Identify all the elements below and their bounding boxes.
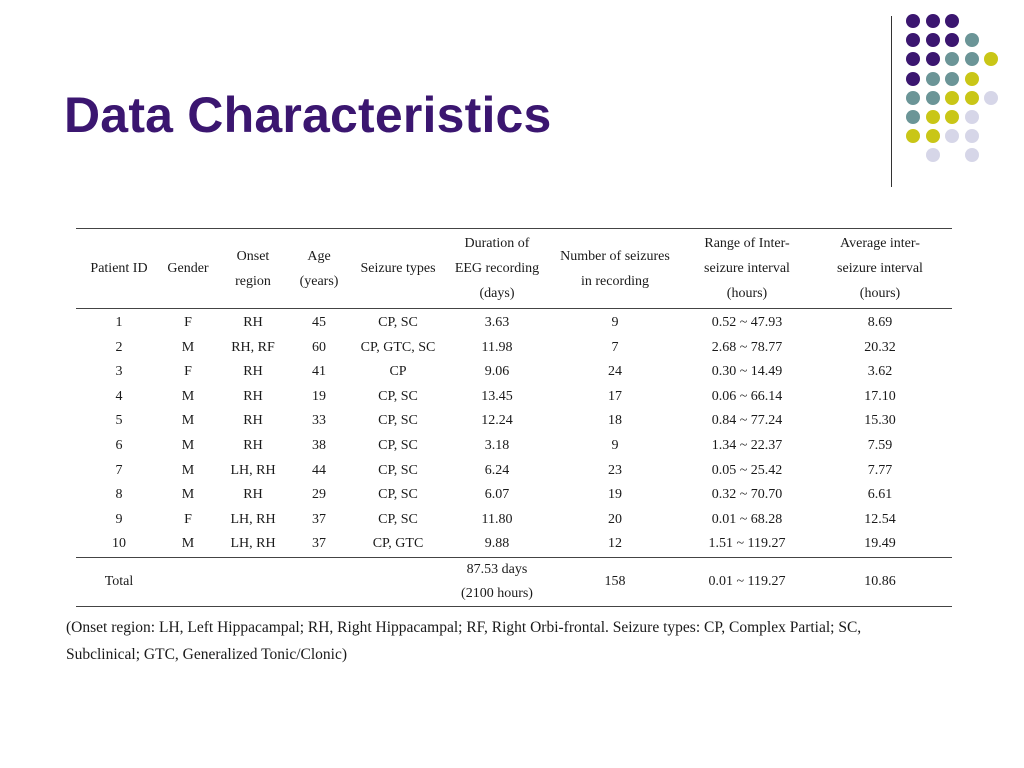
column-header-line: in recording bbox=[580, 273, 650, 289]
table-cell: 44 bbox=[312, 462, 326, 478]
table-row bbox=[76, 360, 952, 385]
decorative-dot bbox=[945, 33, 959, 47]
table-cell: CP, SC bbox=[378, 437, 418, 453]
table-row bbox=[76, 409, 952, 434]
table-row bbox=[76, 385, 952, 410]
table-cell: M bbox=[181, 462, 195, 478]
table-cell: 19.49 bbox=[864, 536, 896, 552]
table-row bbox=[76, 508, 952, 533]
table-cell: 3 bbox=[115, 364, 123, 380]
table-cell: 18 bbox=[608, 413, 622, 429]
table-cell: 33 bbox=[312, 413, 326, 429]
decorative-dot bbox=[926, 14, 940, 28]
table-cell: CP, SC bbox=[378, 462, 418, 478]
table-cell: F bbox=[184, 315, 192, 330]
column-header bbox=[292, 229, 346, 309]
decorative-dot bbox=[926, 129, 940, 143]
slide-title: Data Characteristics bbox=[64, 87, 552, 143]
table-caption bbox=[66, 614, 966, 668]
table-total-row bbox=[76, 557, 952, 606]
column-header-line: Gender bbox=[167, 261, 209, 276]
decorative-dot bbox=[965, 148, 979, 162]
table-cell: 0.05 ~ 25.42 bbox=[711, 462, 783, 478]
table-cell: 12 bbox=[608, 536, 622, 552]
table-cell: LH, RH bbox=[230, 511, 276, 527]
column-header-line: Age bbox=[307, 248, 331, 264]
decorative-dot bbox=[906, 14, 920, 28]
table-cell: 12.54 bbox=[864, 511, 896, 527]
table-cell: M bbox=[181, 388, 195, 404]
table-cell: RH bbox=[243, 487, 263, 503]
table-cell: 12.24 bbox=[481, 413, 513, 429]
table-cell: 11.80 bbox=[481, 511, 513, 527]
column-header-line: Average inter- bbox=[840, 236, 920, 251]
column-header-line: Seizure types bbox=[360, 261, 436, 276]
decorative-dot bbox=[926, 91, 940, 105]
decorative-dot bbox=[906, 91, 920, 105]
table-cell: LH, RH bbox=[230, 462, 276, 478]
table-cell: 19 bbox=[312, 388, 326, 404]
table-cell: RH bbox=[243, 388, 263, 404]
column-header-line: (hours) bbox=[726, 286, 768, 301]
column-header bbox=[686, 229, 808, 309]
table-cell: 0.06 ~ 66.14 bbox=[711, 388, 783, 404]
table-cell: 6 bbox=[115, 437, 123, 453]
table-cell: CP, SC bbox=[378, 413, 418, 429]
column-header bbox=[450, 229, 544, 309]
table-cell: RH bbox=[243, 413, 263, 429]
table-cell: 9 bbox=[611, 315, 619, 330]
table-cell: 45 bbox=[312, 315, 326, 330]
total-range: 0.01 ~ 119.27 bbox=[686, 557, 808, 606]
decorative-dot bbox=[906, 33, 920, 47]
table-cell: 0.52 ~ 47.93 bbox=[711, 315, 783, 330]
table-cell: M bbox=[181, 536, 195, 552]
table-cell: 37 bbox=[312, 536, 326, 552]
total-duration-days: 87.53 days bbox=[466, 561, 528, 577]
table-cell: 17.10 bbox=[864, 388, 896, 404]
decorative-dot bbox=[945, 52, 959, 66]
total-average: 10.86 bbox=[808, 557, 952, 606]
table-cell: 3.18 bbox=[484, 437, 510, 453]
table-cell: 41 bbox=[312, 364, 326, 380]
table-cell: 11.98 bbox=[481, 339, 513, 355]
table-cell: 2 bbox=[115, 339, 123, 355]
table-cell: 1 bbox=[115, 315, 123, 330]
decorative-dot bbox=[984, 52, 998, 66]
table-cell: 8.69 bbox=[867, 315, 893, 330]
table-cell: 7.59 bbox=[867, 437, 893, 453]
column-header bbox=[214, 229, 292, 309]
decorative-dot bbox=[945, 110, 959, 124]
column-header-line: (years) bbox=[299, 273, 339, 289]
decorative-dot bbox=[906, 52, 920, 66]
decorative-dot bbox=[926, 72, 940, 86]
table-cell: 6.61 bbox=[867, 487, 893, 503]
table-cell: 24 bbox=[608, 364, 622, 380]
table-cell: CP, GTC, SC bbox=[360, 339, 436, 355]
table-cell: 60 bbox=[312, 339, 326, 355]
caption-line-1: (Onset region: LH, Left Hippacampal; RH, Right Hippacampal; RF, Right Orbi-frontal. Seizure types: CP, Complex Partial; SC, bbox=[66, 619, 862, 636]
table-cell: F bbox=[184, 511, 192, 527]
table-cell: RH bbox=[243, 437, 263, 453]
decorative-dot bbox=[965, 91, 979, 105]
decorative-dot bbox=[945, 14, 959, 28]
table-cell: RH, RF bbox=[231, 339, 275, 355]
column-header-line: region bbox=[235, 273, 271, 289]
decorative-dot-grid bbox=[906, 14, 1006, 164]
table-cell: CP bbox=[389, 364, 407, 380]
table-cell: M bbox=[181, 487, 195, 503]
table-cell: 1.34 ~ 22.37 bbox=[711, 437, 783, 453]
table-cell: RH bbox=[243, 315, 263, 330]
column-header bbox=[346, 229, 450, 309]
column-header-line: seizure interval bbox=[704, 261, 790, 276]
table-cell: 20 bbox=[608, 511, 622, 527]
table-cell: 9.06 bbox=[484, 364, 510, 380]
decorative-dot bbox=[926, 110, 940, 124]
table-cell: 4 bbox=[115, 388, 123, 404]
decorative-dot bbox=[984, 91, 998, 105]
table-cell: F bbox=[184, 364, 192, 380]
table-cell: 1.51 ~ 119.27 bbox=[708, 536, 786, 552]
table-row bbox=[76, 336, 952, 361]
table-cell: 9 bbox=[115, 511, 123, 527]
table-row bbox=[76, 309, 952, 336]
table-cell: M bbox=[181, 413, 195, 429]
table-cell: 19 bbox=[608, 487, 622, 503]
table-cell: 0.84 ~ 77.24 bbox=[711, 413, 783, 429]
column-header bbox=[808, 229, 952, 309]
decorative-dot bbox=[965, 52, 979, 66]
table-cell: CP, SC bbox=[378, 388, 418, 404]
decorative-dot bbox=[965, 110, 979, 124]
table-row bbox=[76, 459, 952, 484]
column-header-line: Duration of bbox=[464, 236, 530, 251]
table-cell: 3.62 bbox=[867, 364, 893, 380]
table-cell: 6.07 bbox=[484, 487, 510, 503]
decorative-dot bbox=[906, 110, 920, 124]
column-header-line: Number of seizures bbox=[560, 248, 670, 264]
table-cell: LH, RH bbox=[230, 536, 276, 552]
table-cell: 10 bbox=[112, 536, 126, 552]
table-row bbox=[76, 434, 952, 459]
table-cell: 20.32 bbox=[864, 339, 896, 355]
total-duration bbox=[450, 557, 544, 606]
decorative-dot bbox=[965, 33, 979, 47]
table-cell: 15.30 bbox=[864, 413, 896, 429]
column-header bbox=[76, 229, 162, 309]
table-cell: RH bbox=[243, 364, 263, 380]
table-cell: CP, SC bbox=[378, 315, 418, 330]
table-row bbox=[76, 532, 952, 557]
table-cell: CP, SC bbox=[378, 511, 418, 527]
table-cell: M bbox=[181, 437, 195, 453]
decorative-dot bbox=[926, 148, 940, 162]
column-header-line: Range of Inter- bbox=[704, 236, 790, 251]
table-cell: 9.88 bbox=[484, 536, 510, 552]
total-seizures: 158 bbox=[544, 557, 686, 606]
table-cell: 2.68 ~ 78.77 bbox=[711, 339, 783, 355]
column-header bbox=[162, 229, 214, 309]
column-header bbox=[544, 229, 686, 309]
table-cell: 0.01 ~ 68.28 bbox=[711, 511, 783, 527]
caption-line-2: Subclinical; GTC, Generalized Tonic/Clonic) bbox=[66, 646, 347, 663]
table-header-row bbox=[76, 229, 952, 309]
table-cell: 7 bbox=[611, 339, 619, 355]
decorative-dot bbox=[906, 72, 920, 86]
column-header-line: Patient ID bbox=[90, 261, 148, 276]
decorative-dot bbox=[926, 33, 940, 47]
decorative-dot bbox=[945, 72, 959, 86]
table-cell: M bbox=[181, 339, 195, 355]
decorative-dot bbox=[926, 52, 940, 66]
decorative-dot bbox=[906, 129, 920, 143]
table-cell: 9 bbox=[611, 437, 619, 453]
decorative-dot bbox=[965, 129, 979, 143]
table-cell: 7.77 bbox=[867, 462, 893, 478]
table-cell: 29 bbox=[312, 487, 326, 503]
table-cell: 23 bbox=[608, 462, 622, 478]
table-cell: 38 bbox=[312, 437, 326, 453]
table-cell: 6.24 bbox=[484, 462, 510, 478]
column-header-line: seizure interval bbox=[837, 261, 923, 276]
decorative-dot bbox=[945, 91, 959, 105]
table-cell: 37 bbox=[312, 511, 326, 527]
table-cell: 5 bbox=[115, 413, 123, 429]
total-label: Total bbox=[76, 557, 162, 606]
table-cell: 0.32 ~ 70.70 bbox=[711, 487, 783, 503]
column-header-line: (days) bbox=[479, 286, 515, 301]
table-cell: 8 bbox=[115, 487, 123, 503]
decorative-dot bbox=[945, 129, 959, 143]
table-cell: CP, SC bbox=[378, 487, 418, 503]
table-cell: 3.63 bbox=[484, 315, 510, 330]
decorative-dot bbox=[965, 72, 979, 86]
column-header-line: EEG recording bbox=[454, 261, 540, 276]
column-header-line: Onset bbox=[236, 248, 270, 264]
table-cell: CP, GTC bbox=[372, 536, 424, 552]
table-row bbox=[76, 483, 952, 508]
total-duration-hours: (2100 hours) bbox=[461, 585, 533, 601]
table-cell: 13.45 bbox=[481, 388, 513, 404]
table-cell: 7 bbox=[115, 462, 123, 478]
vertical-divider bbox=[891, 16, 892, 187]
data-table-container bbox=[76, 228, 952, 607]
table-cell: 0.30 ~ 14.49 bbox=[711, 364, 783, 380]
table-cell: 17 bbox=[608, 388, 622, 404]
patient-data-table bbox=[76, 228, 952, 607]
column-header-line: (hours) bbox=[859, 286, 901, 301]
table-body bbox=[76, 309, 952, 558]
